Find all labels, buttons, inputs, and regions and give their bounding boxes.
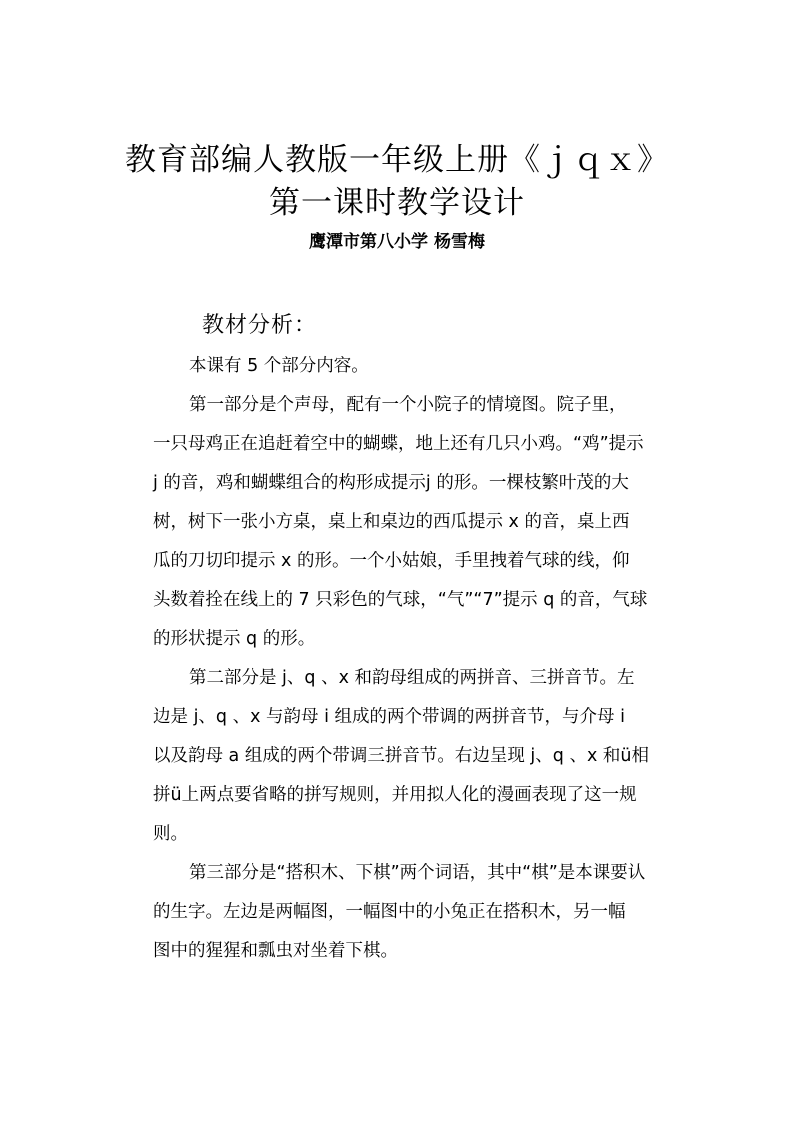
paragraph-line: 拼ü上两点要省略的拼写规则，并用拟人化的漫画表现了这一规	[153, 785, 637, 805]
paragraph-line: 第三部分是“搭积木、下棋”两个词语，其中“棋”是本课要认	[189, 863, 646, 883]
paragraph-line: 的形状提示 q 的形。	[153, 629, 316, 649]
paragraph-line: 瓜的刀切印提示 x 的形。一个小姑娘，手里拽着气球的线，仰	[153, 551, 630, 571]
paragraph	[153, 386, 683, 659]
document-title-line-2: 第一课时教学设计	[269, 185, 525, 221]
paragraph-line: 本课有 5 个部分内容。	[189, 356, 369, 376]
paragraph	[153, 347, 683, 386]
paragraph-line: 树，树下一张小方桌，桌上和桌边的西瓜提示 x 的音，桌上西	[153, 512, 630, 532]
paragraph-line: 一只母鸡正在追赶着空中的蝴蝶，地上还有几只小鸡。“鸡”提示	[153, 434, 644, 454]
section-heading: 教材分析：	[202, 313, 318, 338]
paragraph-line: 则。	[153, 824, 188, 844]
paragraph-line: 边是 j、q 、x 与韵母 i 组成的两个带调的两拼音节，与介母 i	[153, 707, 625, 727]
document-title-line-1: 教育部编人教版一年级上册《ｊｑｘ》	[125, 142, 669, 178]
paragraph-line: 第二部分是 j、q 、x 和韵母组成的两拼音、三拼音节。左	[189, 668, 635, 688]
paragraph-line: 图中的猩猩和瓢虫对坐着下棋。	[153, 941, 398, 961]
paragraph-line: j 的音，鸡和蝴蝶组合的构形成提示j 的形。一棵枝繁叶茂的大	[153, 473, 629, 493]
paragraph-line: 以及韵母 a 组成的两个带调三拼音节。右边呈现 j、q 、x 和ü相	[153, 746, 649, 766]
body-text	[153, 347, 683, 971]
paragraph-line: 的生字。左边是两幅图，一幅图中的小兔正在搭积木，另一幅	[153, 902, 626, 922]
paragraph-line: 头数着拴在线上的 7 只彩色的气球，“气”“7”提示 q 的音，气球	[153, 590, 648, 610]
paragraph	[153, 854, 683, 971]
paragraph-line: 第一部分是个声母，配有一个小院子的情境图。院子里，	[189, 395, 627, 415]
author-line: 鹰潭市第八小学 杨雪梅	[309, 232, 485, 252]
paragraph	[153, 659, 683, 854]
